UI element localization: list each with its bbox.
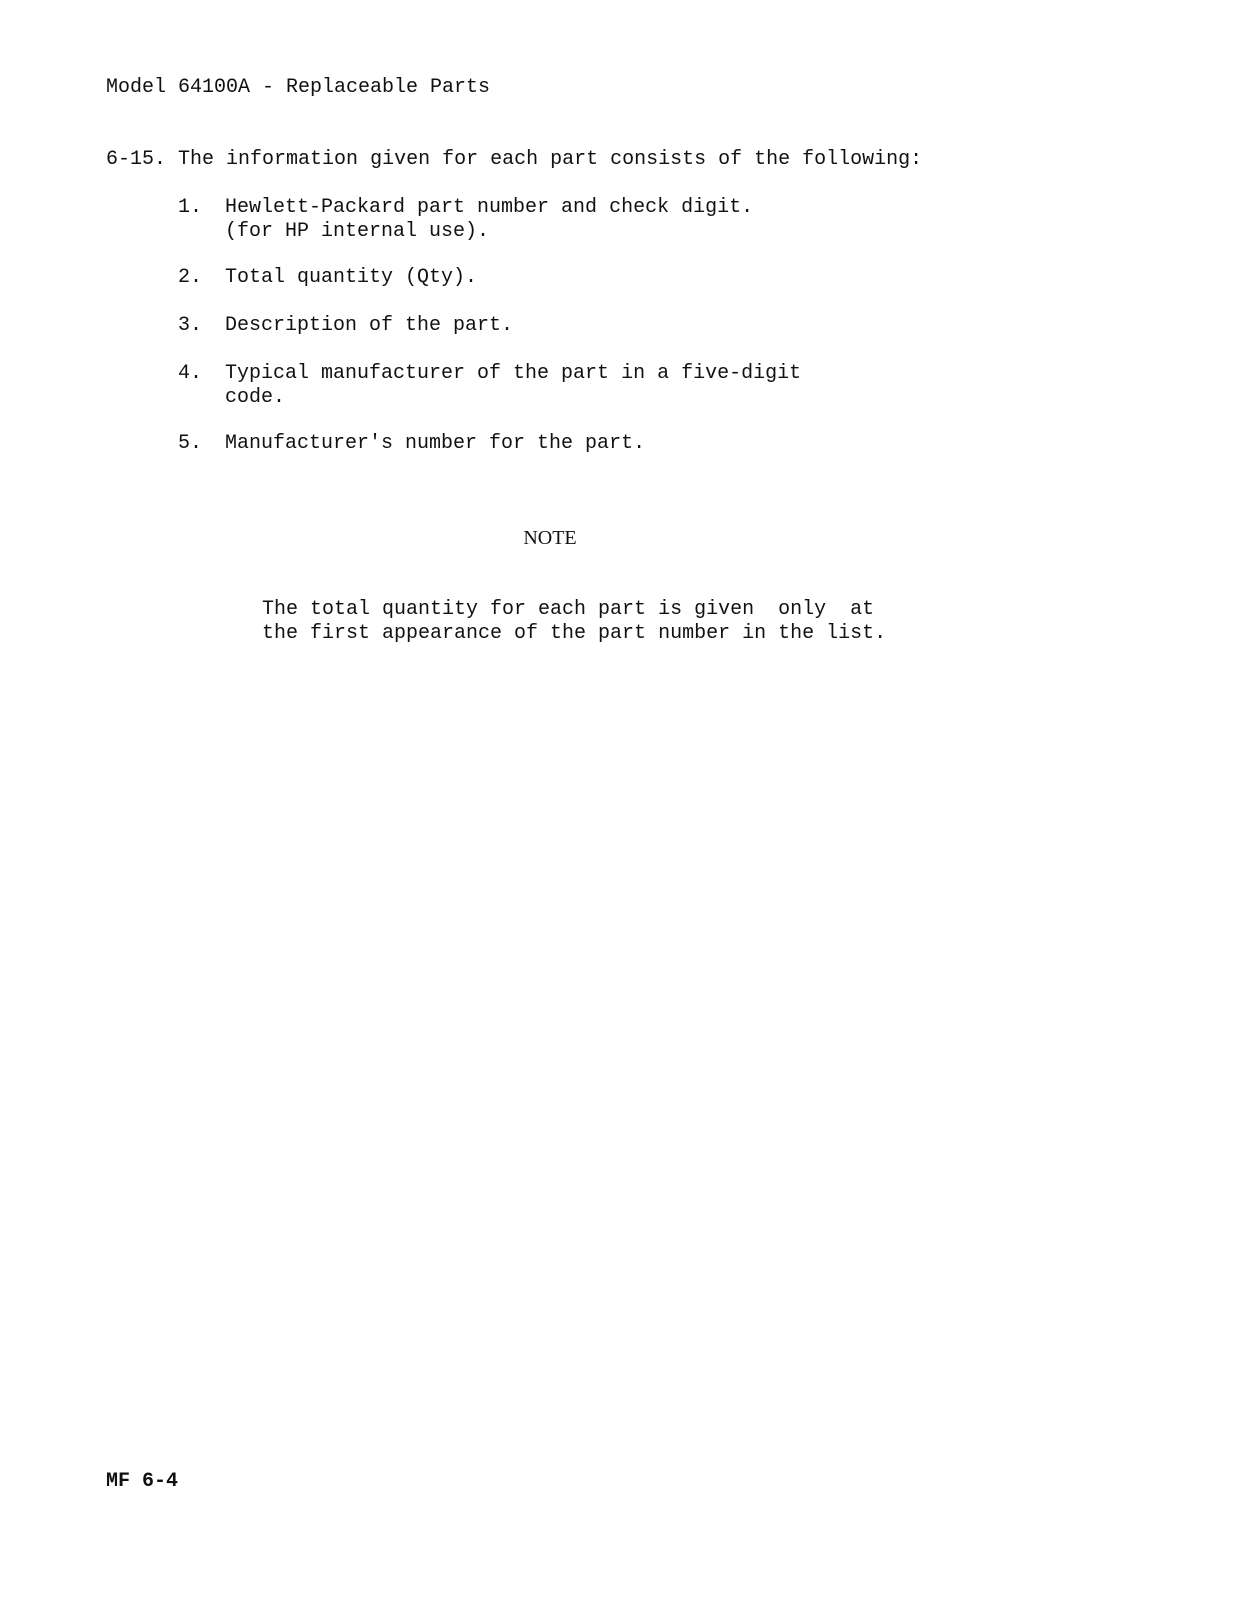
list-text: Description of the part.	[225, 314, 514, 337]
list-text: Typical manufacturer of the part in a five-digit code.	[225, 362, 802, 409]
list-marker: 3.	[178, 314, 203, 337]
section-paragraph	[106, 148, 922, 172]
list-text: Total quantity (Qty).	[225, 266, 478, 289]
note-title: NOTE	[523, 527, 577, 549]
list-text: Hewlett-Packard part number and check digit. (for HP internal use).	[225, 196, 754, 243]
list-marker: 1.	[178, 196, 203, 219]
page-header: Model 64100A - Replaceable Parts	[106, 76, 491, 99]
section-number: 6-15.	[106, 148, 167, 171]
list-marker: 5.	[178, 432, 203, 455]
list-marker: 4.	[178, 362, 203, 385]
list-text: Manufacturer's number for the part.	[225, 432, 646, 455]
page-footer: MF 6-4	[106, 1470, 179, 1493]
section-intro: The information given for each part consists of the following:	[178, 148, 923, 171]
note-body: The total quantity for each part is given only at the first appearance of the part number in the list.	[262, 598, 887, 645]
list-marker: 2.	[178, 266, 203, 289]
